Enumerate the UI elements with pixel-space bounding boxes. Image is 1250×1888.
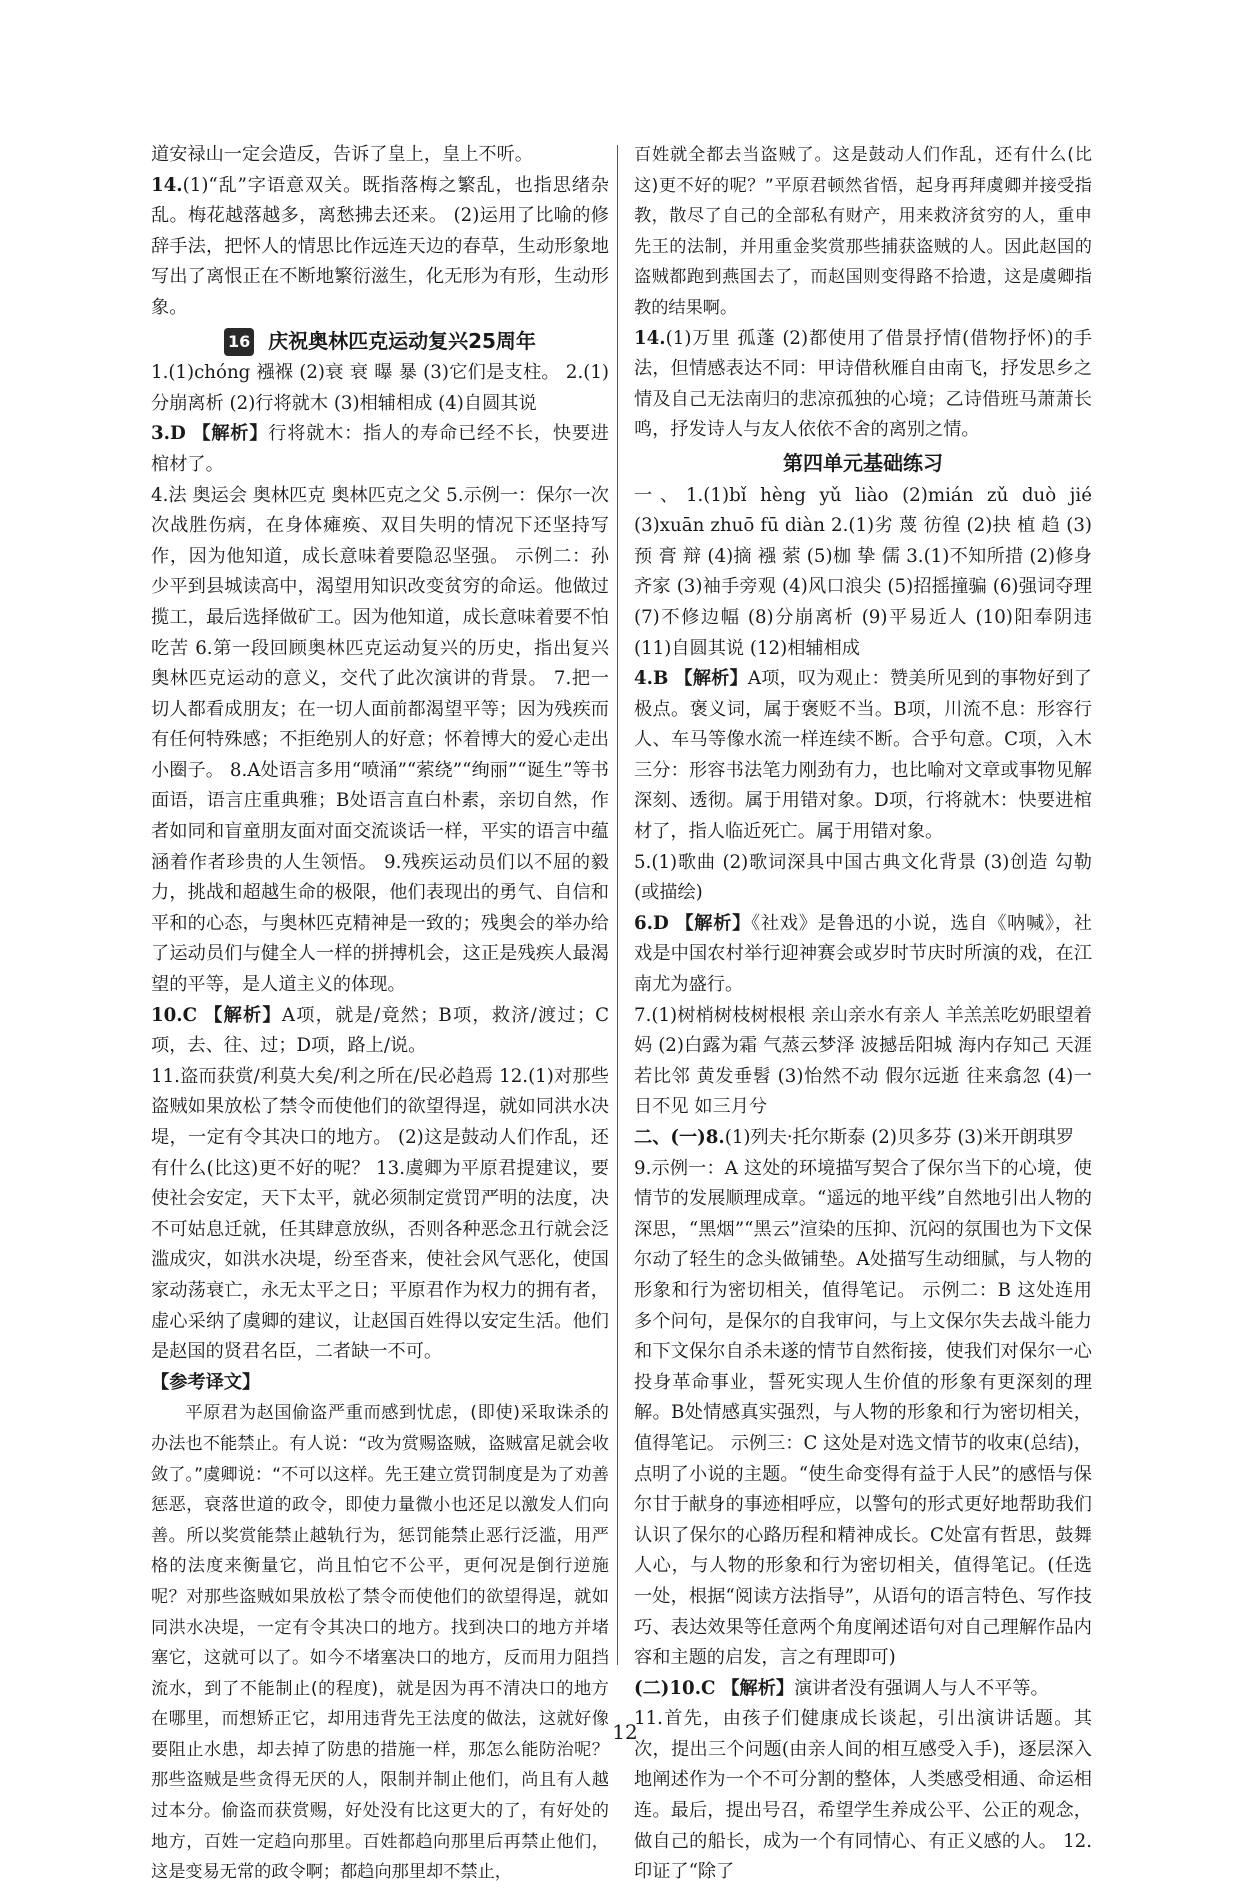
analysis-tag: 【解析】 (674, 668, 748, 690)
q-number: 3.D (151, 423, 186, 445)
analysis-tag: 【解析】 (192, 423, 269, 445)
answer-14 (151, 171, 609, 324)
analysis-tag: 【解析】 (675, 912, 752, 934)
unit-answer-9: 9.示例一：A 这处的环境描写契合了保尔当下的心境，使情节的发展顺理成章。“遥远的地平线”自然地引出人物的深思，“黑烟”“黑云”渲染的压抑、沉闷的氛围也为下文保尔动了轻生的念头做铺垫。A处描写生动细腻，与人物的形象和行为密切相关，值得笔记。 示例二：B 这处连用多个问句，是保尔的自我审问，与上文保尔失去战斗能力和下文保尔自杀未遂的情节自然衔接，使我们对保尔一心投身革命事业，誓死实现人生价值的形象有更深刻的理解。B处情感真实强烈，与人物的形象和行为密切相关，值得笔记。 示例三：C 这处是对选文情节的收束(总结)，点明了小说的主题。“使生命变得有益于人民”的感悟与保尔甘于献身的事迹相呼应，以警句的形式更好地帮助我们认识了保尔的心路历程和精神成长。C处富有哲思，鼓舞人心，与人物的形象和行为密切相关，值得笔记。(任选一处，根据“阅读方法指导”，从语句的语言特色、写作技巧、表达效果等任意两个角度阐述语句对自己理解作品内容和主题的启发，言之有理即可) (634, 1157, 1092, 1669)
unit-answers-11-12: 11.首先，由孩子们健康成长谈起，引出演讲话题。其次，提出三个问题(由亲人间的相互感受入手)，逐层深入地阐述作为一个不可分割的整体，人类感受相通、命运相连。最后，提出号召，希望学生养成公平、公正的观念，做自己的船长，成为一个有同情心、有正义感的人。 12.印证了“除了 (634, 1708, 1092, 1883)
unit-answer-5: 5.(1)歌曲 (2)歌词深具中国古典文化背景 (3)创造 勾勒(或描绘) (634, 851, 1092, 904)
column-divider (617, 145, 618, 1665)
unit-answer-8 (634, 1123, 1092, 1154)
answer-text: (1)列夫·托尔斯泰 (2)贝多芬 (3)米开朗琪罗 (724, 1127, 1075, 1148)
answer-3 (151, 419, 609, 480)
answer-text: 《社戏》是鲁迅的小说，选自《呐喊》，社戏是中国农村举行迎神赛会或岁时节庆时所演的戏，在江南尤为盛行。 (634, 912, 1092, 996)
lesson-heading (151, 326, 609, 357)
unit-answer-10 (634, 1674, 1092, 1705)
q-number: 6.D (634, 912, 669, 934)
page-number: 12 (612, 1720, 638, 1744)
answer-14b (634, 324, 1092, 446)
answers-4-9: 4.法 奥运会 奥林匹克 奥林匹克之父 5.示例一：保尔一次次战胜伤病，在身体瘫痪、双目失明的情况下还坚持写作，因为他知道，成长意味着要隐忍坚强。 示例二：孙少平到县城读高中，渴望用知识改变贫穷的命运。他做过揽工，最后选择做矿工。因为他知道，成长意味着要不怕吃苦 6.第一段回顾奥林匹克运动复兴的历史，指出复兴奥林匹克运动的意义，交代了此次演讲的背景。 7.把一切人都看成朋友；在一切人面前都渴望平等；因为残疾而有任何特殊感；不拒绝别人的好意；怀着博大的爱心走出小圈子。 8.A处语言多用“喷涌”“萦绕”“绚丽”“诞生”等书面语，语言庄重典雅；B处语言直白朴素，亲切自然，作者如同和盲童朋友面对面交流谈话一样，平实的语言中蕴涵着作者珍贵的人生领悟。 9.残疾运动员们以不屈的毅力，挑战和超越生命的极限，他们表现出的勇气、自信和平和的心态，与奥林匹克精神是一致的；残奥会的举办给了运动员们与健全人一样的拼搏机会，这正是残疾人最渴望的平等，是人道主义的体现。 (151, 484, 609, 996)
answer-text: 演讲者没有强调人与人不平等。 (794, 1677, 1049, 1699)
unit-answer-7: 7.(1)树梢树枝树根根 亲山亲水有亲人 羊羔羔吃奶眼望着妈 (2)白露为霜 气蒸云梦泽 波撼岳阳城 海内存知己 天涯若比邻 黄发垂髫 (3)怡然不动 假尔远逝 往来翕忽 (4)一日不见 如三月兮 (634, 1004, 1092, 1118)
q-number: 二、(一)8. (634, 1127, 725, 1148)
answers-1-2: 1.(1)chóng 襁褓 (2)衰 衰 曝 暴 (3)它们是支柱。 2.(1)分崩离析 (2)行将就木 (3)相辅相成 (4)自圆其说 (151, 362, 609, 414)
answer-10 (151, 1001, 609, 1062)
analysis-tag: 【解析】 (204, 1004, 282, 1026)
q-number: (二)10.C (634, 1677, 716, 1699)
q-number: 14. (151, 174, 183, 196)
unit-answer-6 (634, 909, 1092, 1001)
left-column (151, 140, 609, 1888)
answer-text: A项，就是/竟然；B项，救济/渡过；C项，去、往、过；D项，路上/说。 (151, 1004, 609, 1057)
lesson-badge: 16 (224, 328, 254, 356)
right-column (634, 140, 1092, 1888)
reference-translation-heading: 【参考译文】 (151, 1371, 261, 1393)
analysis-tag: 【解析】 (721, 1677, 795, 1699)
unit-answers-1-3: 一、1.(1)bǐ hèng yǔ liào (2)mián zǔ duò jié (3)xuān zhuō fū diàn 2.(1)劣 蔑 彷徨 (2)抉 植 趋 (3)预 膏 辩 (4)摘 襁 萦 (5)枷 挚 儒 3.(1)不知所措 (2)修身齐家 (3)袖手旁观 (4)风口浪尖 (5)招摇撞骗 (6)强词夺理 (7)不修边幅 (8)分崩离析 (9)平易近人 (10)阳奉阴违 (11)自圆其说 (12)相辅相成 (634, 484, 1092, 659)
answer-text: (1)万里 孤蓬 (2)都使用了借景抒情(借物抒怀)的手法，但情感表达不同：甲诗借秋雁自由南飞，抒发思乡之情及自己无法南归的悲凉孤独的心境；乙诗借班马萧萧长鸣，抒发诗人与友人依依不舍的离别之情。 (634, 327, 1092, 441)
reference-translation: 平原君为赵国偷盗严重而感到忧虑，(即使)采取诛杀的办法也不能禁止。有人说：“改为赏赐盗贼，盗贼富足就会收敛了。”虞卿说：“不可以这样。先王建立赏罚制度是为了劝善惩恶，衰落世道的政令，即使力量微小也还足以激发人们向善。所以奖赏能禁止越轨行为，惩罚能禁止恶行泛滥，用严格的法度来衡量它，尚且怕它不公平，更何况是倒行逆施呢？对那些盗贼如果放松了禁令而使他们的欲望得逞，就如同洪水决堤，一定有令其决口的地方。找到决口的地方并堵塞它，这就可以了。如今不堵塞决口的地方，反而用力阻挡流水，到了不能制止(的程度)，就是因为再不清决口的地方在哪里，而想矫正它，却用违背先王法度的做法，这就好像要阻止水患，却去掉了防患的措施一样，那怎么能防治呢？那些盗贼是些贪得无厌的人，限制并制止他们，尚且有人越过本分。偷盗而获赏赐，好处没有比这更大的了，有好处的地方，百姓一定趋向那里。百姓都趋向那里后再禁止他们，这是变易无常的政令啊；都趋向那里却不禁止， (151, 1403, 609, 1883)
answer-text: 行将就木：指人的寿命已经不长，快要进棺材了。 (151, 423, 609, 475)
q-number: 4.B (634, 668, 669, 690)
q-number: 10.C (151, 1004, 198, 1026)
answers-11-13: 11.盗而获赏/利莫大矣/利之所在/民必趋焉 12.(1)对那些盗贼如果放松了禁令而使他们的欲望得逞，就如同洪水决堤，一定有令其决口的地方。 (2)这是鼓动人们作乱，还有什么(比这)更不好的呢？ 13.虞卿为平原君提建议，要使社会安定，天下太平，就必须制定赏罚严明的法度，决不可姑息迁就，任其肆意放纵，否则各种恶念丑行就会泛滥成灾，如洪水决堤，纷至沓来，使社会风气恶化，使国家动荡衰亡，永无太平之日；平原君作为权力的拥有者，虚心采纳了虞卿的建议，让赵国百姓得以安定生活。他们是赵国的贤君名臣，二者缺一不可。 (151, 1065, 609, 1363)
q-number: 14. (634, 327, 666, 349)
unit-answer-4 (634, 664, 1092, 848)
answer-text: A项，叹为观止：赞美所见到的事物好到了极点。褒义词，属于褒贬不当。B项，川流不息：形容行人、车马等像水流一样连续不断。合乎句意。C项，入木三分：形容书法笔力刚劲有力，也比喻对文章或事物见解深刻、透彻。属于用错对象。D项，行将就木：快要进棺材了，指人临近死亡。属于用错对象。 (634, 668, 1092, 843)
lesson-title: 庆祝奥林匹克运动复兴25周年 (268, 328, 536, 353)
answer-text: (1)“乱”字语意双关。既指落梅之繁乱，也指思绪杂乱。梅花越落越多，离愁拂去还来。 (2)运用了比喻的修辞手法，把怀人的情思比作远连天边的春草，生动形象地写出了离恨正在不断地繁衍滋生，化无形为有形，生动形象。 (151, 174, 609, 318)
translation-continued: 百姓就全都去当盗贼了。这是鼓动人们作乱，还有什么(比这)更不好的呢？”平原君顿然省悟，起身再拜虞卿并接受指教，散尽了自己的全部私有财产，用来救济贫穷的人，重申先王的法制，并用重金奖赏那些捕获盗贼的人。因此赵国的盗贼都跑到燕国去了，而赵国则变得路不拾遗，这是虞卿指教的结果啊。 (634, 145, 1092, 318)
unit-heading: 第四单元基础练习 (783, 450, 943, 475)
intro-line: 道安禄山一定会造反，告诉了皇上，皇上不听。 (151, 144, 533, 165)
